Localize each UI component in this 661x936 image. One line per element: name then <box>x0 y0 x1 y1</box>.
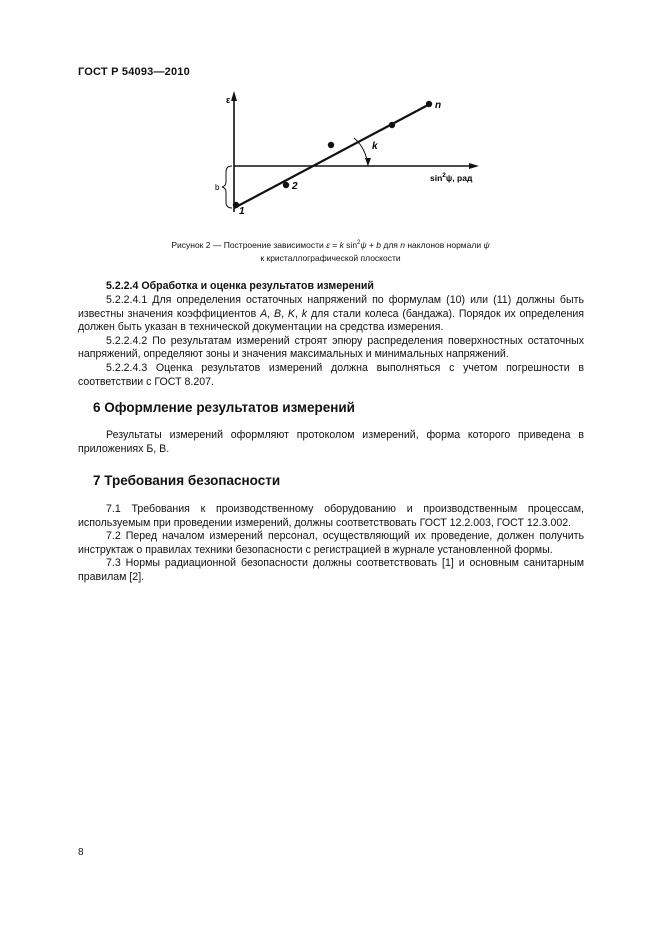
slope-label: k <box>372 141 378 152</box>
paragraph-7-1: 7.1 Требования к производственному оборудованию и производственным процессам, используемым при проведении измерений, должны соответствовать ГОСТ 12.2.003, ГОСТ 12.3.002. <box>78 503 584 529</box>
section-6-body <box>78 429 584 456</box>
x-axis-arrow <box>469 163 479 169</box>
regression-line <box>234 105 428 208</box>
data-point-n-label: n <box>435 100 442 111</box>
paragraph-5-2-2-4-1: 5.2.2.4.1 Для определения остаточных напряжений по формулам (10) или (11) должны быть известны значения коэффициентов A, B, K, k для стали колеса (бандажа). Порядок их определения должен быть указан в технической документации на средства измерения. <box>78 294 585 334</box>
data-point-n <box>426 101 432 107</box>
y-axis-label: ε <box>226 95 231 105</box>
figure-caption-line2: к кристаллографической плоскости <box>260 253 401 263</box>
paragraph-6: Результаты измерений оформляют протоколом измерений, форма которого приведена в приложениях Б, В. <box>78 429 584 455</box>
data-point-1-label: 1 <box>239 206 245 217</box>
section-6-title: 6 Оформление результатов измерений <box>93 400 355 415</box>
section-7-body <box>78 503 584 585</box>
slope-angle-arrow <box>365 158 371 166</box>
page-number: 8 <box>78 847 84 858</box>
section-7-title: 7 Требования безопасности <box>93 473 281 488</box>
y-axis-arrow <box>231 91 237 101</box>
data-point-2-label: 2 <box>292 181 298 192</box>
paragraph-5-2-2-4-2: 5.2.2.4.2 По результатам измерений строят эпюру распределения поверхностных остаточных напряжений, определяют зоны и значения максимальных и минимальных напряжений. <box>78 334 584 361</box>
data-point-4 <box>389 122 395 128</box>
data-point-3 <box>328 142 334 148</box>
paragraph-7-3: 7.3 Нормы радиационной безопасности должны соответствовать [1] и основным санитарным правилам [2]. <box>78 557 584 583</box>
intercept-label: b <box>215 183 220 192</box>
data-point-2 <box>283 182 289 188</box>
subsection-title: 5.2.2.4 Обработка и оценка результатов измерений <box>106 280 374 292</box>
paragraph-5-2-2-4-3: 5.2.2.4.3 Оценка результатов измерений должна выполняться с учетом погрешности в соответствии с ГОСТ 8.207. <box>78 361 584 388</box>
document-header: ГОСТ Р 54093—2010 <box>78 66 190 78</box>
figure-caption-line1: Рисунок 2 — Построение зависимости ε = k $\sin^2\psi + b$ для n наклонов нормали ψ <box>171 240 490 250</box>
x-axis-label: $\sin^2\psi$, рад <box>430 172 473 183</box>
figure-plot <box>0 0 661 270</box>
paragraph-7-2: 7.2 Перед началом измерений персонал, осуществляющий их проведение, должен получить инструктаж о правилах техники безопасности с регистрацией в журнале установленной формы. <box>78 530 584 556</box>
subsection-body <box>78 294 584 389</box>
intercept-brace <box>222 166 232 208</box>
